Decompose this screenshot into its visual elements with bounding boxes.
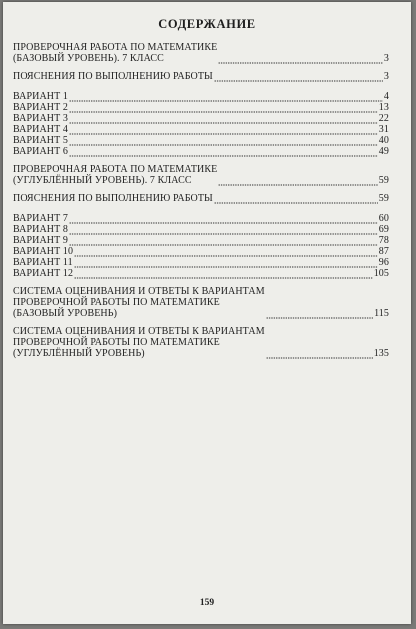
dot-leader <box>266 351 373 359</box>
toc-entry-title: СИСТЕМА ОЦЕНИВАНИЯ И ОТВЕТЫ К ВАРИАНТАМ ПРОВЕРОЧНОЙ РАБОТЫ ПО МАТЕМАТИКЕ (УГЛУБЛЁННЫЙ УРОВЕНЬ) <box>13 326 265 359</box>
toc-entry-page: 60 <box>378 213 389 224</box>
toc-entry <box>13 286 389 319</box>
toc-entry-page: 4 <box>383 91 389 102</box>
toc-entry <box>13 257 389 268</box>
toc-entry <box>13 146 389 157</box>
toc-entry-title: ВАРИАНТ 1 <box>13 91 68 102</box>
dot-leader <box>69 149 378 157</box>
toc-entry <box>13 91 389 102</box>
toc-entry-title: ВАРИАНТ 9 <box>13 235 68 246</box>
toc-entry-title: ВАРИАНТ 2 <box>13 102 68 113</box>
dot-leader <box>214 74 383 82</box>
toc-entry <box>13 213 389 224</box>
dot-leader <box>69 138 378 146</box>
toc-entry <box>13 113 389 124</box>
toc-heading: СОДЕРЖАНИЕ <box>158 17 256 31</box>
document-page <box>3 2 411 624</box>
toc-entry-page: 105 <box>373 268 389 279</box>
page-number: 159 <box>199 598 215 608</box>
toc-entry <box>13 326 389 359</box>
toc-entry <box>13 124 389 135</box>
toc-entry-page: 69 <box>378 224 389 235</box>
dot-leader <box>69 238 378 246</box>
toc-entry-page: 87 <box>378 246 389 257</box>
dot-leader <box>214 196 378 204</box>
toc-entry-title: ВАРИАНТ 8 <box>13 224 68 235</box>
toc-entry-page: 3 <box>383 53 389 64</box>
dot-leader <box>74 260 378 268</box>
toc-entry-page: 78 <box>378 235 389 246</box>
dot-leader <box>218 178 377 186</box>
toc-entry-page: 135 <box>373 348 389 359</box>
toc-entry-title: ВАРИАНТ 3 <box>13 113 68 124</box>
toc-entry <box>13 224 389 235</box>
toc-entry <box>13 135 389 146</box>
dot-leader <box>69 94 383 102</box>
dot-leader <box>218 56 383 64</box>
toc-entry-title: ВАРИАНТ 5 <box>13 135 68 146</box>
dot-leader <box>69 227 378 235</box>
dot-leader <box>69 116 378 124</box>
toc-entry <box>13 42 389 64</box>
toc-entry-page: 59 <box>378 193 389 204</box>
toc-entry-page: 3 <box>383 71 389 82</box>
dot-leader <box>266 311 373 319</box>
toc-entry-page: 31 <box>378 124 389 135</box>
toc-entry-page: 40 <box>378 135 389 146</box>
dot-leader <box>69 105 378 113</box>
toc-entry-page: 96 <box>378 257 389 268</box>
toc-entry-title: ВАРИАНТ 12 <box>13 268 74 279</box>
dot-leader <box>74 271 373 279</box>
toc-entry-title: ПОЯСНЕНИЯ ПО ВЫПОЛНЕНИЮ РАБОТЫ <box>13 193 213 204</box>
toc-entry <box>13 246 389 257</box>
toc-entry <box>13 71 389 82</box>
toc-entry-title: СИСТЕМА ОЦЕНИВАНИЯ И ОТВЕТЫ К ВАРИАНТАМ ПРОВЕРОЧНОЙ РАБОТЫ ПО МАТЕМАТИКЕ (БАЗОВЫЙ УРОВЕНЬ) <box>13 286 265 319</box>
dot-leader <box>69 127 378 135</box>
toc-entry-title: ПОЯСНЕНИЯ ПО ВЫПОЛНЕНИЮ РАБОТЫ <box>13 71 213 82</box>
toc-entry-title: ВАРИАНТ 11 <box>13 257 73 268</box>
toc-entry-page: 49 <box>378 146 389 157</box>
toc-entry-title: ВАРИАНТ 7 <box>13 213 68 224</box>
dot-leader <box>69 216 378 224</box>
toc-list <box>13 42 389 359</box>
toc-entry-page: 59 <box>378 175 389 186</box>
toc-entry-title: ВАРИАНТ 10 <box>13 246 74 257</box>
toc-entry-page: 13 <box>378 102 389 113</box>
toc-entry-title: ПРОВЕРОЧНАЯ РАБОТА ПО МАТЕМАТИКЕ (УГЛУБЛЁННЫЙ УРОВЕНЬ). 7 КЛАСС <box>13 164 218 186</box>
toc-entry <box>13 164 389 186</box>
toc-entry <box>13 268 389 279</box>
toc-entry <box>13 193 389 204</box>
toc-entry-title: ВАРИАНТ 6 <box>13 146 68 157</box>
toc-entry-title: ВАРИАНТ 4 <box>13 124 68 135</box>
toc-entry <box>13 235 389 246</box>
toc-entry-page: 115 <box>374 308 389 319</box>
toc-entry-title: ПРОВЕРОЧНАЯ РАБОТА ПО МАТЕМАТИКЕ (БАЗОВЫЙ УРОВЕНЬ). 7 КЛАСС <box>13 42 218 64</box>
dot-leader <box>74 249 378 257</box>
toc-entry <box>13 102 389 113</box>
toc-entry-page: 22 <box>378 113 389 124</box>
